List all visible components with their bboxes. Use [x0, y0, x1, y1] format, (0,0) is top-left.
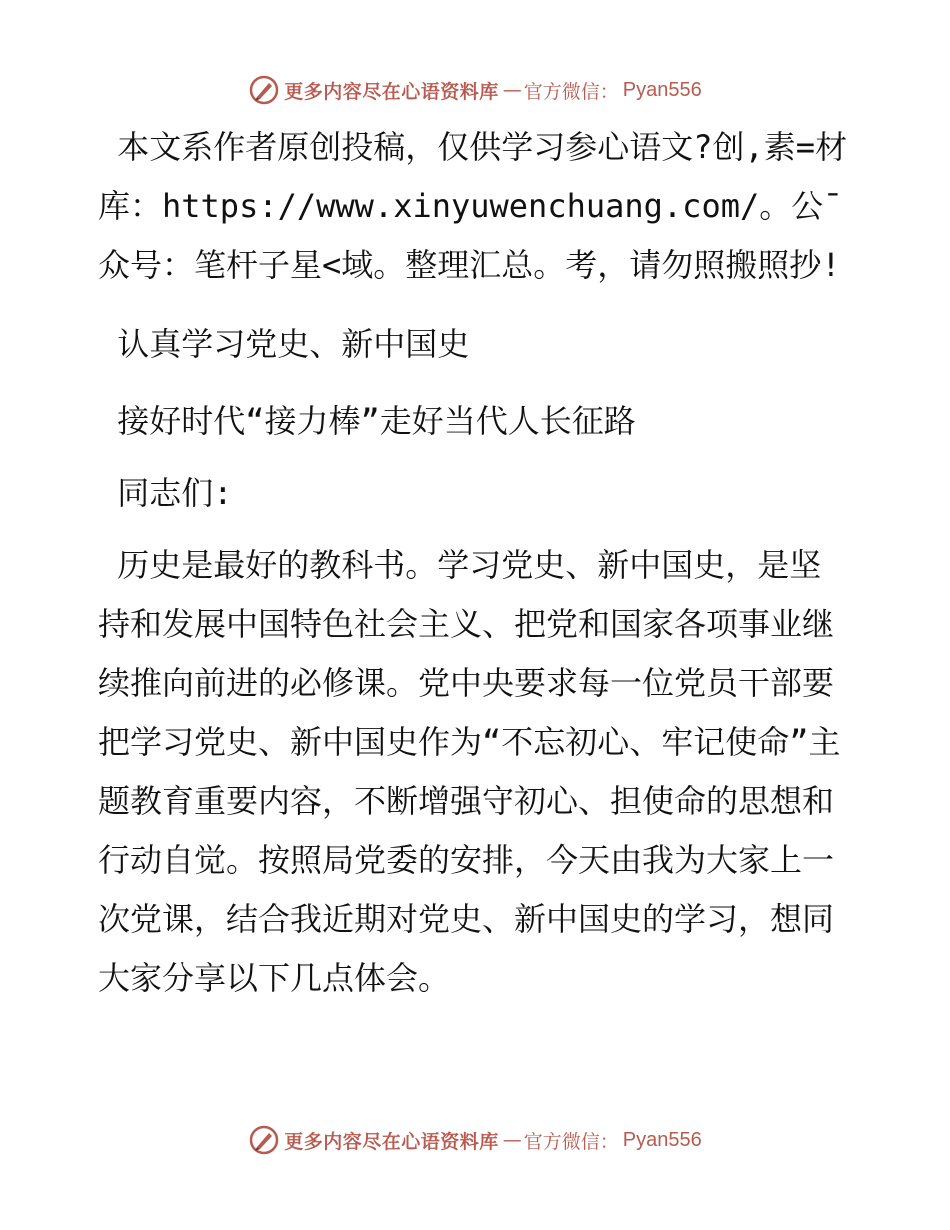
- document-subtitle: 接好时代“接力棒”走好当代人长征路: [98, 402, 636, 440]
- body-paragraph: 历史是最好的教科书。学习党史、新中国史，是坚持和发展中国特色社会主义、把党和国家各项事业继续推向前进的必修课。党中央要求每一位党员干部要把学习党史、新中国史作为“不忘初心、牢记使命”主题教育重要内容，不断增强守初心、担使命的思想和行动自觉。按照局党委的安排，今天由我为大家上一次党课，结合我近期对党史、新中国史的学习，想同大家分享以下几点体会。: [98, 546, 841, 997]
- watermark-wechat-id: Pyan556: [622, 78, 702, 101]
- pen-logo-icon: [248, 1124, 280, 1156]
- document-body: [98, 118, 850, 1008]
- pen-logo-icon: [248, 74, 280, 106]
- salutation: 同志们:: [98, 474, 233, 512]
- document-title: 认真学习党史、新中国史: [98, 325, 470, 363]
- watermark-wechat-label: 官方微信：: [523, 1130, 619, 1153]
- footer-watermark: [0, 1120, 950, 1160]
- header-watermark: [0, 70, 950, 110]
- watermark-site-text: 更多内容尽在心语资料库: [284, 80, 499, 103]
- notice-paragraph: 本文系作者原创投稿，仅供学习参心语文?创,素=材库：https://www.xinyuwenchuang.com/。公¯众号：笔杆子星<域。整理汇总。考，请勿照搬照抄!: [98, 128, 848, 284]
- watermark-wechat-label: 官方微信：: [523, 80, 619, 103]
- watermark-site-text: 更多内容尽在心语资料库: [284, 1130, 499, 1153]
- watermark-dash: —: [502, 1129, 522, 1151]
- watermark-wechat-id: Pyan556: [622, 1128, 702, 1151]
- watermark-dash: —: [502, 79, 522, 101]
